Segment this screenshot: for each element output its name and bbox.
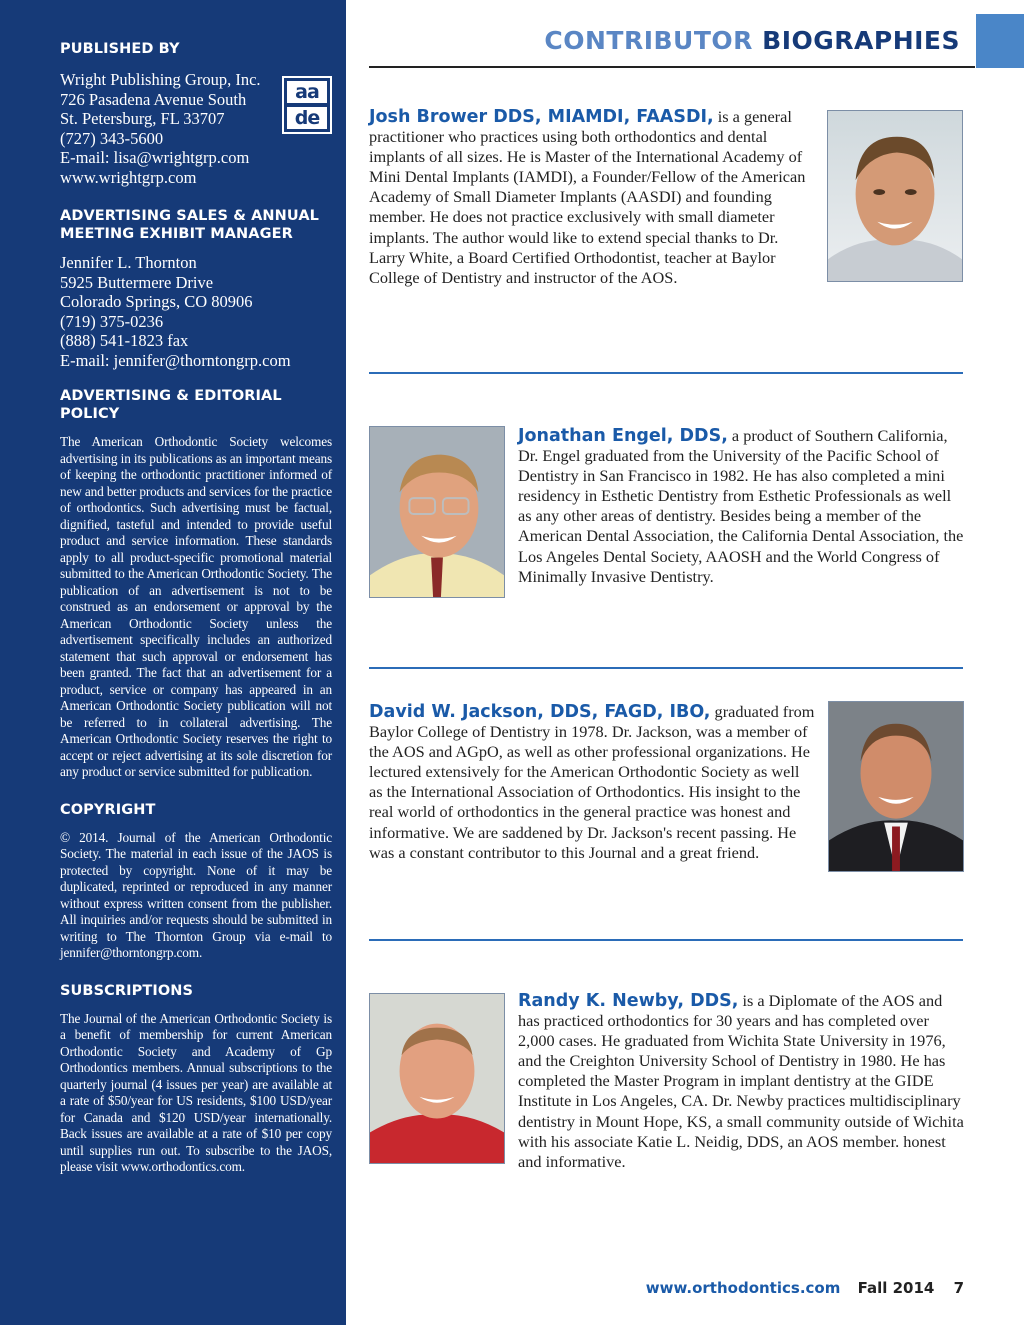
bio-separator [369, 667, 963, 669]
page-title-part1: CONTRIBUTOR [544, 26, 753, 55]
photo-david-jackson [828, 701, 964, 872]
contact-name: Jennifer L. Thornton [60, 253, 197, 272]
bio-name: Randy K. Newby, DDS, [518, 991, 739, 1011]
copyright-text: © 2014. Journal of the American Orthodontic Society. The material in each issue of the JAOS is protected by copyright. None of it may be duplicated, reprinted or reproduced in any manner without express written consent from the publisher. All inquiries and/or requests should be submitted in writing to The Thornton Group via e-mail to jennifer@thorntongrp.com. [60, 829, 332, 960]
bio-text: a product of Southern California, Dr. Engel graduated from the University of the Pacific School of Dentistry in San Francisco in 1982. He has also completed a mini residency in Esthetic Dentistry from Esthetic Professionals as well as any other areas of dentistry. Besides being a member of the American Dental Association, the California Dental Association, the Los Angeles Dental Society, AAOSH and the World Congress of Minimally Invasive Dentistry. [518, 426, 964, 586]
aade-logo-bottom: de [287, 107, 327, 129]
bio-paragraph [518, 991, 964, 1172]
bio-david-jackson [369, 702, 815, 863]
corner-tab [976, 14, 1024, 68]
contact-street: 5925 Buttermere Drive [60, 272, 214, 292]
publisher-city: St. Petersburg, FL 33707 [60, 109, 225, 128]
subscriptions-section [60, 982, 332, 1176]
footer-issue: Fall 2014 [857, 1279, 935, 1297]
bio-text: graduated from Baylor College of Dentistry in 1978. Dr. Jackson, was a member of the AOS and AGpO, as well as other professional organizations. He lectured extensively for the American Orthodontic Society as well as the International Association of Orthodontics. His insight to the real world of orthodontics in the general practice was honest and informative. We are saddened by Dr. Jackson's recent passing. He was a constant contributor to this Journal and a great friend. [369, 702, 815, 862]
subscriptions-text: The Journal of the American Orthodontic Society is a benefit of membership for current American Orthodontic Society and Academy of Gp Orthodontics members. Annual subscriptions to the quarterly journal (4 issues per year) are available at a rate of $50/year for US residents, $100 USD/year for Canada and $120 USD/year internationally. Back issues are available at a rate of $10 per copy until supplies run out. To subscribe to the JAOS, please visit www.orthodontics.com. [60, 1010, 332, 1174]
bio-text: is a Diplomate of the AOS and has practiced orthodontics for 30 years and has completed over 2,000 cases. He graduated from Wichita State University in 1976, and the Creighton University School of Dentistry in 1980. He has completed the Master Program in implant dentistry at the GIDE Institute in Los Angeles, CA. Dr. Newby practices multidisciplinary dentistry in Mount Hope, KS, a small community outside of Wichita with his associate Katie L. Neidig, DDS, an AOS member. honest and informative. [518, 991, 964, 1171]
publisher-email: E-mail: lisa@wrightgrp.com [60, 148, 250, 167]
page-number: 7 [953, 1279, 964, 1297]
publisher-name: Wright Publishing Group, Inc. [60, 70, 261, 89]
publisher-phone: (727) 343-5600 [60, 128, 164, 148]
header-rule [369, 66, 975, 68]
copyright-section [60, 801, 332, 962]
publisher-street: 726 Pasadena Avenue South [60, 89, 247, 109]
photo-jonathan-engel [369, 426, 505, 598]
photo-randy-newby [369, 993, 505, 1164]
aade-logo-top: aa [287, 81, 327, 103]
advertising-sales-heading [60, 207, 332, 243]
advertising-contact [60, 253, 332, 370]
published-by-heading: PUBLISHED BY [60, 41, 180, 57]
contact-phone: (719) 375-0236 [60, 311, 164, 331]
bio-separator [369, 372, 963, 374]
bio-name: David W. Jackson, DDS, FAGD, IBO, [369, 702, 711, 722]
aade-logo [282, 76, 332, 134]
policy-text: The American Orthodontic Society welcomes advertising in its publications as an important means of keeping the orthodontic practitioner informed of new and better products and services for the practice of orthodontics. Such advertising must be factual, dignified, tasteful and intended to provide useful product and service information. These standards apply to all product-specific promotional material submitted to the American Orthodontic Society. The publication of an advertisement is not to be construed as an endorsement or approval by the American Orthodontic Society unless the advertisement specifically includes an authorized statement that such approval or endorsement has been granted. The fact that an advertisement for a product, service or company has appeared in an American Orthodontic Society publication will not be referred to in collateral advertising. The American Orthodontic Society reserves the right to accept or reject advertising at its sole discretion for any product or service submitted for publication. [60, 434, 332, 779]
advertising-sales-heading-line2: MEETING EXHIBIT MANAGER [60, 226, 293, 242]
bio-josh-brower [369, 107, 815, 288]
masthead-sidebar [0, 0, 346, 1325]
advertising-sales-heading-line1: ADVERTISING SALES & ANNUAL [60, 208, 319, 224]
bio-paragraph [369, 702, 815, 863]
published-by-section [60, 40, 332, 187]
contact-city: Colorado Springs, CO 80906 [60, 292, 253, 311]
subscriptions-heading: SUBSCRIPTIONS [60, 982, 194, 999]
bio-paragraph [518, 426, 964, 587]
bio-paragraph [369, 107, 815, 288]
publisher-website: www.wrightgrp.com [60, 167, 197, 187]
page-footer [646, 1279, 964, 1297]
policy-section [60, 387, 332, 781]
photo-josh-brower [827, 110, 963, 282]
contact-fax: (888) 541-1823 fax [60, 331, 189, 350]
bio-separator [369, 939, 963, 941]
bio-jonathan-engel [518, 426, 964, 587]
bio-randy-newby [518, 991, 964, 1172]
page-title-part2: BIOGRAPHIES [762, 26, 960, 55]
bio-name: Jonathan Engel, DDS, [518, 426, 728, 446]
footer-url[interactable]: www.orthodontics.com [645, 1279, 841, 1297]
contact-email: E-mail: jennifer@thorntongrp.com [60, 350, 291, 370]
copyright-heading: COPYRIGHT [60, 801, 156, 818]
bio-name: Josh Brower DDS, MIAMDI, FAASDI, [369, 107, 714, 127]
advertising-sales-section [60, 207, 332, 370]
page-title [544, 26, 960, 55]
policy-heading: ADVERTISING & EDITORIAL POLICY [60, 388, 282, 422]
bio-text: is a general practitioner who practices using both orthodontics and dental implants of all sizes. He is Master of the International Academy of Mini Dental Implants (IAMDI), a Founder/Fellow of the American Academy of Small Diameter Implants (AASDI) and founding member. He does not practice exclusively with small diameter implants. The author would like to extend special thanks to Dr. Larry White, a Board Certified Orthodontist, teacher at Baylor College of Dentistry and instructor of the AOS. [369, 107, 806, 287]
